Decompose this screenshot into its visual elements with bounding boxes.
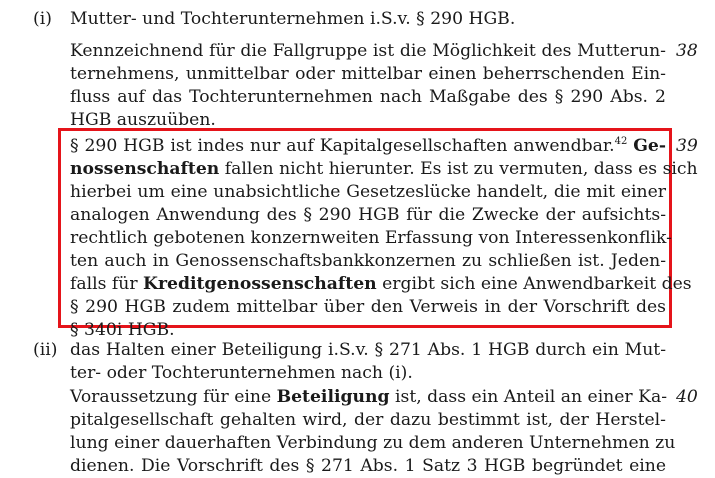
item-i-marker: (i)	[33, 9, 52, 29]
paragraph-line: HGB auszuüben.	[70, 110, 216, 130]
paragraph-text: fallen nicht hierunter. Es ist zu vermuten, dass es sich	[224, 159, 698, 179]
paragraph-line	[70, 386, 666, 409]
item-i-heading: Mutter- und Tochterunternehmen i.S.v. § 290 HGB.	[70, 9, 516, 29]
paragraph-line: pitalgesellschaft gehalten wird, der dazu bestimmt ist, der Herstel-	[70, 410, 666, 430]
paragraph-line: lung einer dauerhaften Verbindung zu dem anderen Unternehmen zu	[70, 433, 676, 453]
bold-term: Beteiligung	[276, 387, 390, 407]
paragraph-text: ist, dass ein Anteil an einer Ka-	[395, 387, 668, 407]
paragraph-text: § 290 HGB ist indes nur auf Kapitalgesellschaften anwendbar.	[70, 136, 615, 156]
paragraph-text: ergibt sich eine Anwendbarkeit des	[382, 274, 692, 294]
paragraph-line	[70, 135, 666, 158]
item-ii-line: ter- oder Tochterunternehmen nach (i).	[70, 363, 413, 383]
margin-number-38: 38	[676, 41, 698, 61]
paragraph-text: Voraussetzung für eine	[70, 387, 272, 407]
paragraph-line: rechtlich gebotenen konzernweiten Erfassung von Interessenkonflik-	[70, 228, 672, 248]
bold-term: Kreditgenossenschaften	[143, 274, 377, 294]
bold-term: Ge-	[633, 136, 666, 156]
paragraph-line: § 340i HGB.	[70, 320, 175, 340]
paragraph-line: ten auch in Genossenschaftsbankkonzernen zu schließen ist. Jeden-	[70, 251, 666, 271]
paragraph-line: hierbei um eine unabsichtliche Gesetzeslücke handelt, die mit einer	[70, 182, 666, 202]
paragraph-line: fluss auf das Tochterunternehmen nach Maßgabe des § 290 Abs. 2	[70, 87, 666, 107]
paragraph-line: dienen. Die Vorschrift des § 271 Abs. 1 Satz 3 HGB begründet eine	[70, 456, 666, 476]
item-ii-line: das Halten einer Beteiligung i.S.v. § 271 Abs. 1 HGB durch ein Mut-	[70, 340, 666, 360]
paragraph-line: Kennzeichnend für die Fallgruppe ist die Möglichkeit des Mutterun-	[70, 41, 666, 61]
paragraph-line: § 290 HGB zudem mittelbar über den Verweis in der Vorschrift des	[70, 297, 666, 317]
paragraph-line	[70, 158, 698, 181]
item-ii-marker: (ii)	[33, 340, 58, 360]
paragraph-line	[70, 273, 692, 296]
paragraph-text: falls für	[70, 274, 138, 294]
paragraph-line: analogen Anwendung des § 290 HGB für die Zwecke der aufsichts-	[70, 205, 666, 225]
footnote-marker[interactable]: 42	[614, 136, 628, 147]
paragraph-line: ternehmens, unmittelbar oder mittelbar einen beherrschenden Ein-	[70, 64, 666, 84]
bold-term: nossenschaften	[70, 159, 220, 179]
margin-number-39: 39	[676, 136, 698, 156]
margin-number-40: 40	[676, 387, 698, 407]
